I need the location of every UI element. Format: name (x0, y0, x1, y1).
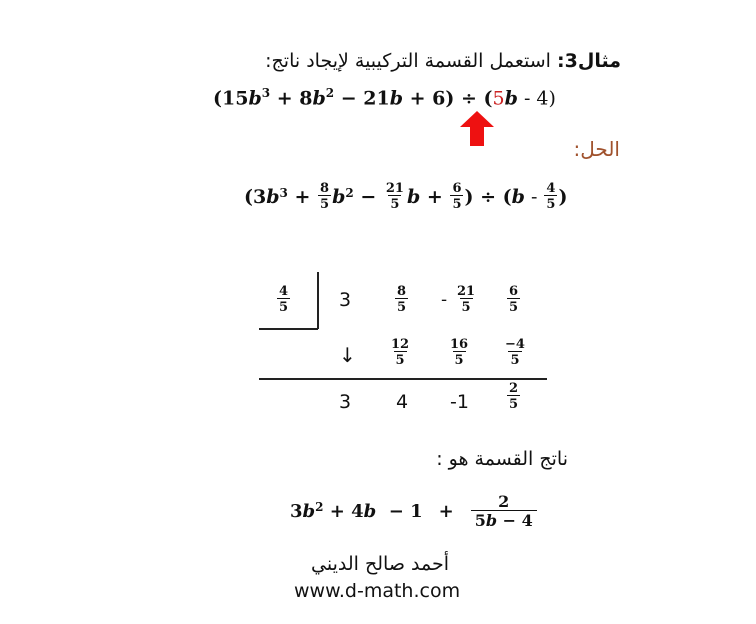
result-expression: 3 b $^2$ + 4 b − 1 + $\frac{2}{5b - 4}$ (290, 494, 538, 529)
product-3: $\frac{16}{5}$ (450, 337, 469, 368)
quotient-coefficient-1: 3 (339, 391, 352, 413)
divisor-coefficient: 5 (492, 87, 505, 110)
down-arrow-icon: ↓ (339, 343, 356, 367)
division-result-line (259, 378, 547, 380)
example-heading (265, 50, 621, 72)
division-root: $\frac{4}{5}$ (279, 284, 289, 315)
coefficient-4: $\frac{6}{5}$ (509, 284, 519, 315)
product-2: $\frac{12}{5}$ (391, 337, 410, 368)
quotient-coefficient-2: 4 (396, 391, 409, 413)
coefficient-1: 3 (339, 289, 352, 311)
division-divider-horizontal (259, 328, 318, 330)
problem-expression: $(15b^3 + 8b^2 - 21b + 6) \div (5b - 4)$ (213, 86, 556, 110)
remainder: $\frac{2}{5}$ (509, 381, 519, 412)
solution-label: الحل: (573, 137, 620, 161)
result-label: ناتج القسمة هو : (436, 448, 568, 470)
quotient-coefficient-3: -1 (450, 391, 469, 413)
normalized-expression: (3 b 3 + $\frac{8}{5}$ b 2 − $\frac{21}{5}$ b + $\frac{6}{5}$ ) ÷ ( b - $\frac{4}{5}$ ) (244, 181, 568, 212)
fraction: $\frac{8}{5}$ (320, 181, 330, 212)
coefficient-3-sign: - (441, 290, 448, 310)
website-link[interactable]: www.d-math.com (294, 580, 461, 602)
red-up-arrow-icon (458, 110, 496, 148)
division-divider-vertical (317, 272, 319, 329)
product-4: $\frac{-4}{5}$ (505, 337, 525, 368)
author-name: أحمد صالح الديني (311, 553, 449, 575)
fraction: $\frac{6}{5}$ (452, 181, 462, 212)
coefficient-2: $\frac{8}{5}$ (397, 284, 407, 315)
fraction: $\frac{21}{5}$ (385, 181, 404, 212)
example-instruction: استعمل القسمة التركيبية لإيجاد ناتج: (265, 50, 551, 72)
result-fraction: $\frac{2}{5b - 4}$ (471, 494, 537, 529)
fraction: $\frac{4}{5}$ (546, 181, 556, 212)
example-label: مثال3: (557, 50, 621, 72)
coefficient-3: $\frac{21}{5}$ (457, 284, 476, 315)
